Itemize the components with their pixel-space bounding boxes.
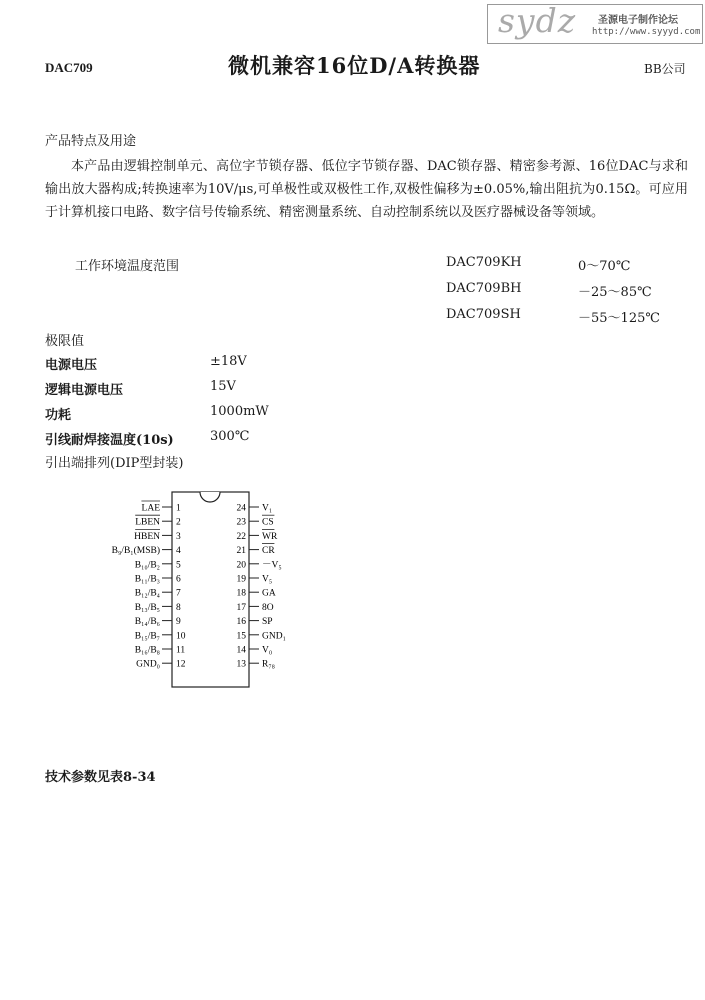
pin-number: 4 <box>176 546 181 557</box>
pin-label: B₁₄/B₆ <box>134 617 160 628</box>
pin-number: 18 <box>236 588 246 599</box>
pin-label: CS <box>262 517 274 528</box>
pin-number: 13 <box>236 659 246 670</box>
pin-label: R₇₈ <box>262 659 275 670</box>
pin-label: V₅ <box>262 574 273 585</box>
pin-number: 7 <box>176 588 181 599</box>
pin-label: B₁₁/B₃ <box>134 574 160 585</box>
limit-value: 1000mW <box>210 404 269 419</box>
limit-name: 功耗 <box>45 408 72 423</box>
pin-label: LAE <box>141 503 160 514</box>
limit-name: 逻辑电源电压 <box>45 383 124 398</box>
pin-label: GND₁ <box>262 631 286 642</box>
temperature-model: DAC709KH <box>446 255 522 270</box>
pin-label: GA <box>262 588 276 599</box>
pin-label: GND₀ <box>136 659 160 670</box>
pin-label: LBEN <box>135 517 160 528</box>
pin-label: B₁₅/B₇ <box>134 631 160 642</box>
pin-number: 22 <box>236 531 246 542</box>
features-body: 本产品由逻辑控制单元、高位字节锁存器、低位字节锁存器、DAC锁存器、精密参考源、16位DAC与求和输出放大器构成;转换速率为10V/μs,可单极性或双极性工作,双极性偏移为±0.05%,输出阻抗为0.15Ω。可应用于计算机接口电路、数字信号传输系统、精密测量系统、自动控制系统以及医疗器械设备等领域。 <box>45 159 688 220</box>
pin-label: HBEN <box>134 531 160 542</box>
pin-label: B₁₂/B₄ <box>134 588 160 599</box>
vendor-name: BB公司 <box>644 62 686 76</box>
limit-name: 引线耐焊接温度(10s) <box>45 433 174 448</box>
pin-number: 15 <box>236 631 246 642</box>
pin-number: 20 <box>236 560 246 571</box>
pin-number: 10 <box>176 631 186 642</box>
pin-number: 5 <box>176 560 181 571</box>
pin-number: 6 <box>176 574 181 585</box>
temperature-label: 工作环境温度范围 <box>75 259 180 274</box>
pin-number: 9 <box>176 617 181 628</box>
pin-number: 19 <box>236 574 246 585</box>
pin-label: B₁₃/B₅ <box>134 602 160 613</box>
pin-number: 1 <box>176 503 181 514</box>
dip-package-diagram <box>80 485 320 700</box>
limit-name: 电源电压 <box>45 358 98 373</box>
temperature-model: DAC709SH <box>446 307 521 322</box>
pin-number: 24 <box>236 503 246 514</box>
pin-number: 23 <box>236 517 246 528</box>
footer-note: 技术参数见表8-34 <box>45 770 156 785</box>
pin-label: 8O <box>262 602 274 613</box>
pin-label: SP <box>262 617 273 628</box>
pin-label: B₁₀/B₂ <box>134 560 160 571</box>
limit-value: 300℃ <box>210 429 250 444</box>
pin-label: CR <box>262 546 275 557</box>
pin-label: B₁₆/B₈ <box>134 645 160 656</box>
features-heading: 产品特点及用途 <box>45 134 137 149</box>
pin-label: V₁ <box>262 503 273 514</box>
part-number: DAC709 <box>45 60 93 75</box>
features-paragraph <box>45 155 688 224</box>
chip-notch <box>200 492 220 502</box>
temperature-range: －25～85℃ <box>578 285 652 300</box>
watermark-box <box>487 1 703 44</box>
pin-number: 12 <box>176 659 186 670</box>
pin-number: 11 <box>176 645 186 656</box>
watermark-logo: sydz <box>498 1 577 40</box>
watermark-url: http://www.syyyd.com <box>592 27 701 37</box>
pin-number: 14 <box>236 645 246 656</box>
pin-label: －V₅ <box>262 560 282 571</box>
limit-value: 15V <box>210 379 236 394</box>
pin-number: 8 <box>176 602 181 613</box>
pin-number: 3 <box>176 531 181 542</box>
temperature-range: 0～70℃ <box>578 259 631 274</box>
pin-label: B₉/B₁(MSB) <box>111 546 160 557</box>
pinout-heading: 引出端排列(DIP型封装) <box>45 456 184 471</box>
pin-number: 2 <box>176 517 181 528</box>
limits-heading: 极限值 <box>45 334 85 349</box>
pin-number: 16 <box>236 617 246 628</box>
pin-label: V₀ <box>262 645 273 656</box>
temperature-range: －55～125℃ <box>578 311 660 326</box>
pin-label: WR <box>262 531 278 542</box>
pin-number: 21 <box>236 546 246 557</box>
page-title: 微机兼容16位D/A转换器 <box>228 53 481 78</box>
pin-number: 17 <box>236 602 246 613</box>
limit-value: ±18V <box>210 354 247 369</box>
temperature-model: DAC709BH <box>446 281 522 296</box>
watermark-site-name: 圣源电子制作论坛 <box>598 15 678 26</box>
